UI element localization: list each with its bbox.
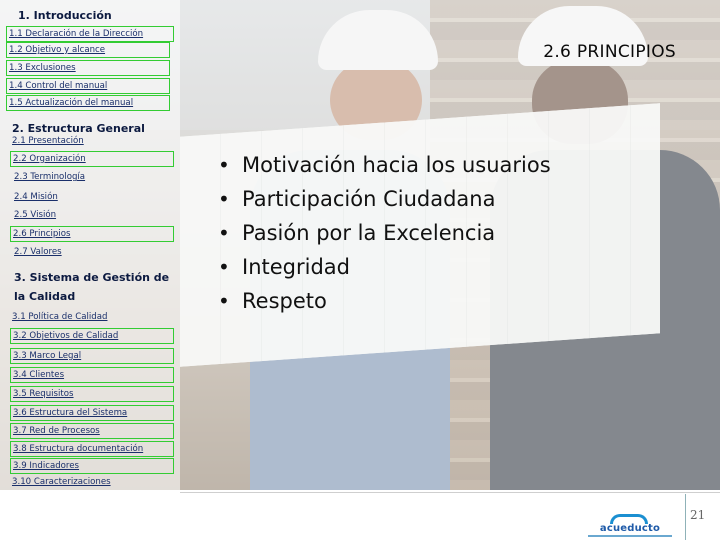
nav-section-introduccion[interactable]: 1. Introducción (18, 9, 112, 22)
nav-link-label: 3.1 Política de Calidad (12, 312, 108, 322)
nav-link-2-3[interactable] (14, 170, 85, 184)
nav-link-1-1[interactable] (6, 26, 174, 42)
nav-link-label: 1.5 Actualización del manual (9, 98, 134, 108)
nav-link-label: 1.2 Objetivo y alcance (9, 45, 106, 55)
nav-link-label: 2.6 Principios (13, 229, 71, 239)
nav-link-label: 2.3 Terminología (14, 172, 86, 182)
nav-link-2-2[interactable] (10, 151, 174, 167)
nav-link-3-6[interactable] (10, 405, 174, 421)
nav-link-3-3[interactable] (10, 348, 174, 364)
nav-link-2-6[interactable] (10, 226, 174, 242)
slide-title: 2.6 PRINCIPIOS (543, 42, 676, 62)
nav-link-1-2[interactable] (6, 42, 170, 58)
nav-link-3-9[interactable] (10, 458, 174, 474)
principle-item: • Respeto (218, 284, 551, 318)
nav-link-3-2[interactable] (10, 328, 174, 344)
nav-link-2-1[interactable] (12, 134, 84, 148)
nav-link-label: 3.2 Objetivos de Calidad (13, 331, 119, 341)
footer-vertical-divider (685, 494, 686, 540)
logo-underline (588, 535, 672, 537)
nav-section-estructura[interactable]: 2. Estructura General (12, 122, 145, 135)
nav-link-label: 3.4 Clientes (13, 370, 65, 380)
nav-link-3-8[interactable] (10, 441, 174, 457)
nav-link-label: 2.1 Presentación (12, 136, 84, 146)
nav-link-2-4[interactable] (14, 190, 58, 204)
nav-link-label: 2.7 Valores (14, 247, 62, 257)
nav-link-2-7[interactable] (14, 245, 62, 259)
nav-link-label: 3.9 Indicadores (13, 461, 80, 471)
acueducto-logo (582, 514, 678, 536)
nav-link-1-5[interactable] (6, 95, 170, 111)
principles-list (218, 148, 551, 318)
nav-link-label: 3.3 Marco Legal (13, 351, 82, 361)
logo-text: acueducto (599, 523, 661, 534)
nav-link-label: 1.1 Declaración de la Dirección (9, 29, 144, 39)
nav-link-1-3[interactable] (6, 60, 170, 76)
nav-link-3-5[interactable] (10, 386, 174, 402)
nav-link-label: 3.10 Caracterizaciones (12, 477, 111, 487)
principle-item: • Motivación hacia los usuarios (218, 148, 551, 182)
nav-link-label: 1.4 Control del manual (9, 81, 108, 91)
nav-link-label: 1.3 Exclusiones (9, 63, 76, 73)
principle-item: • Integridad (218, 250, 551, 284)
footer-divider (180, 492, 720, 493)
nav-link-3-7[interactable] (10, 423, 174, 439)
principle-item: • Pasión por la Excelencia (218, 216, 551, 250)
nav-section-calidad[interactable]: 3. Sistema de Gestión de la Calidad (14, 271, 170, 303)
nav-link-label: 2.5 Visión (14, 210, 57, 220)
nav-link-3-10[interactable] (12, 475, 111, 489)
manual-navigation (0, 0, 180, 490)
nav-link-1-4[interactable] (6, 78, 170, 94)
nav-link-2-5[interactable] (14, 208, 56, 222)
principle-item: • Participación Ciudadana (218, 182, 551, 216)
nav-link-label: 3.7 Red de Procesos (13, 426, 100, 436)
page-number: 21 (690, 508, 706, 522)
nav-link-label: 3.5 Requisitos (13, 389, 74, 399)
nav-link-3-4[interactable] (10, 367, 174, 383)
nav-link-label: 3.6 Estructura del Sistema (13, 408, 128, 418)
nav-link-3-1[interactable] (12, 310, 107, 324)
nav-link-label: 2.2 Organización (13, 154, 86, 164)
nav-link-label: 3.8 Estructura documentación (13, 444, 144, 454)
nav-link-label: 2.4 Misión (14, 192, 58, 202)
